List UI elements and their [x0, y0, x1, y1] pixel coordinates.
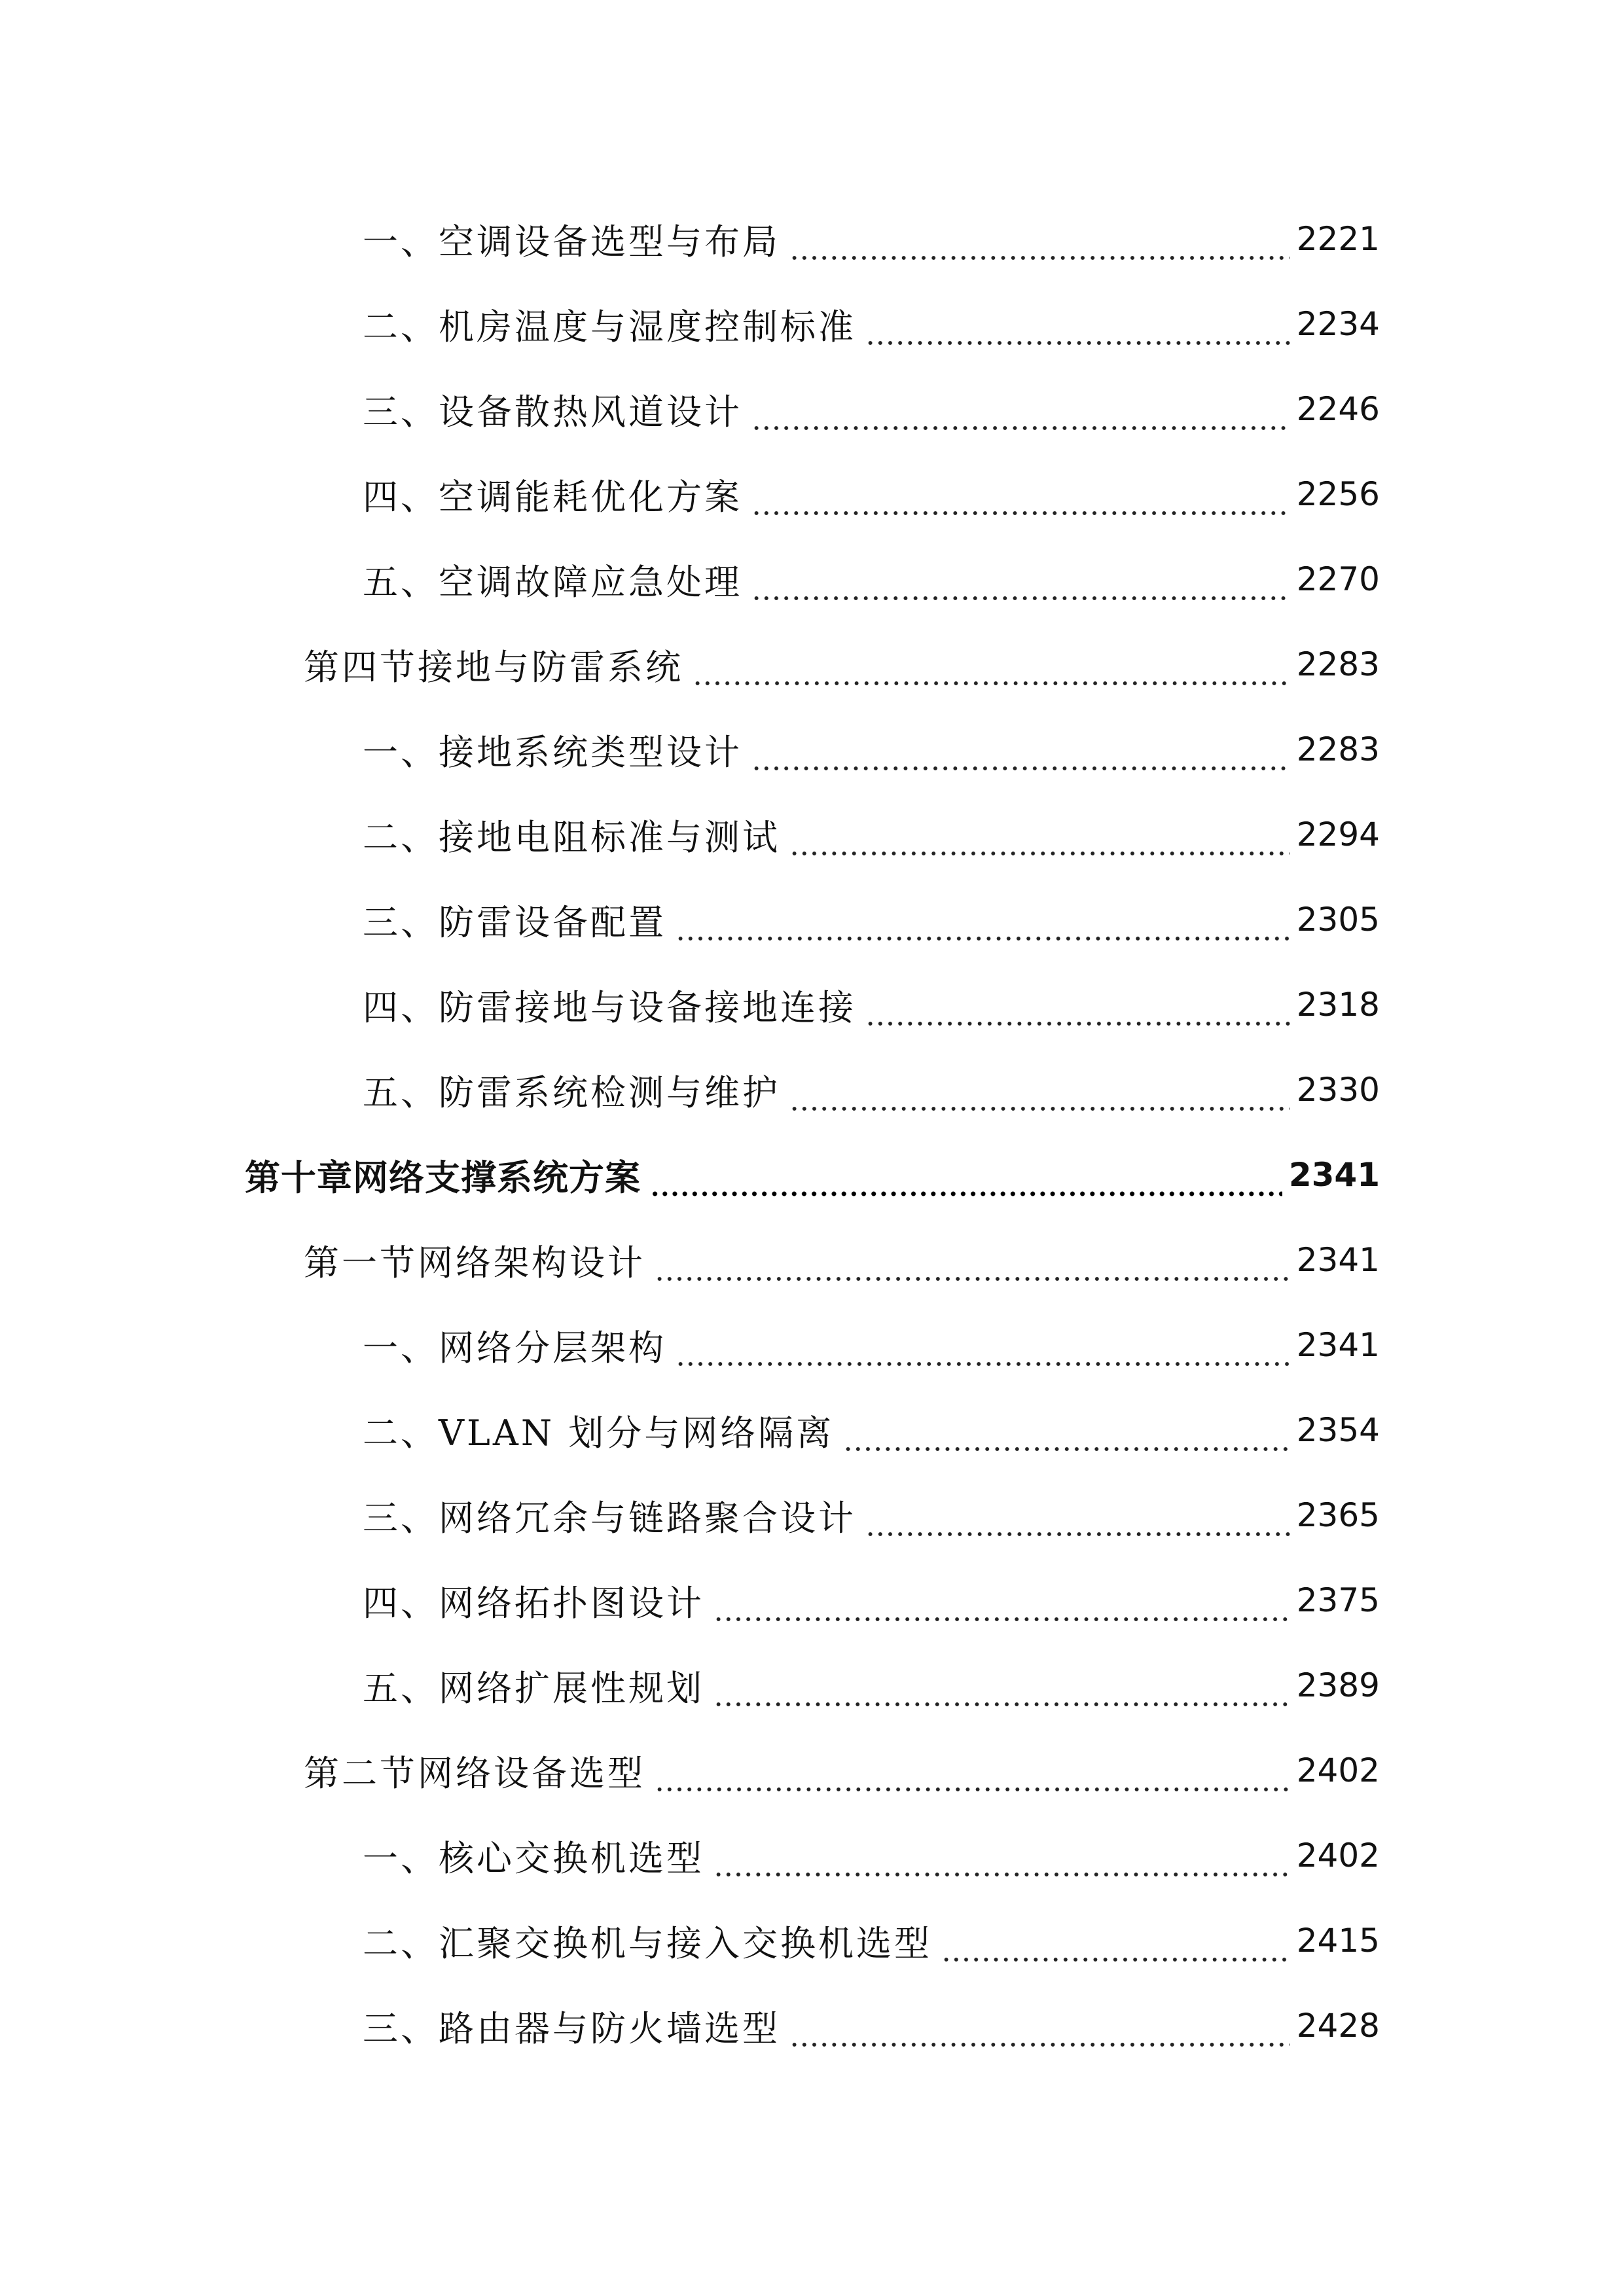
toc-entry-page-number: 2341 [1296, 1241, 1380, 1279]
toc-entry-title: 五、空调故障应急处理 [363, 561, 742, 603]
dot-leader [655, 1247, 1290, 1283]
toc-entry-page-number: 2365 [1296, 1496, 1380, 1534]
toc-entry-page-number: 2330 [1296, 1071, 1380, 1109]
dot-leader [676, 1333, 1290, 1368]
toc-entry-page-number: 2341 [1288, 1156, 1380, 1194]
toc-entry[interactable] [0, 1302, 1624, 1388]
dot-leader [713, 1673, 1290, 1708]
toc-entry-title: 三、防雷设备配置 [363, 901, 666, 943]
toc-entry-page-number: 2389 [1296, 1666, 1380, 1704]
toc-entry[interactable] [0, 962, 1624, 1047]
toc-entry-title: 一、接地系统类型设计 [363, 731, 742, 773]
toc-entry[interactable] [0, 537, 1624, 622]
toc-entry-title: 第四节接地与防雷系统 [304, 646, 683, 688]
toc-entry-title: 三、路由器与防火墙选型 [363, 2007, 780, 2049]
toc-entry[interactable] [0, 792, 1624, 877]
toc-entry-page-number: 2256 [1296, 475, 1380, 513]
toc-entry[interactable] [0, 1898, 1624, 1983]
toc-entry-page-number: 2294 [1296, 816, 1380, 853]
toc-entry[interactable] [0, 1388, 1624, 1473]
dot-leader [693, 652, 1290, 687]
toc-entry-title: 二、VLAN 划分与网络隔离 [363, 1412, 835, 1454]
toc-entry[interactable] [0, 1643, 1624, 1728]
dot-leader [751, 567, 1290, 602]
toc-entry[interactable] [0, 707, 1624, 792]
toc-entry-page-number: 2318 [1296, 986, 1380, 1024]
toc-entry-title: 二、汇聚交换机与接入交换机选型 [363, 1922, 932, 1964]
toc-entry-page-number: 2246 [1296, 390, 1380, 428]
toc-entry[interactable] [0, 1728, 1624, 1813]
toc-entry-page-number: 2428 [1296, 2007, 1380, 2045]
toc-entry[interactable] [0, 1132, 1624, 1217]
toc-entry-title: 三、设备散热风道设计 [363, 391, 742, 433]
toc-entry-title: 四、防雷接地与设备接地连接 [363, 986, 856, 1028]
toc-entry-page-number: 2234 [1296, 305, 1380, 343]
dot-leader [655, 1758, 1290, 1793]
dot-leader [865, 992, 1290, 1028]
toc-entry-title: 五、防雷系统检测与维护 [363, 1071, 780, 1113]
toc-entry[interactable] [0, 877, 1624, 962]
toc-entry-page-number: 2402 [1296, 1751, 1380, 1789]
dot-leader [941, 1928, 1290, 1964]
toc-entry-title: 三、网络冗余与链路聚合设计 [363, 1497, 856, 1539]
toc-entry-page-number: 2270 [1296, 560, 1380, 598]
toc-entry-title: 一、网络分层架构 [363, 1327, 666, 1369]
dot-leader [751, 482, 1290, 517]
toc-entry[interactable] [0, 367, 1624, 452]
table-of-contents [0, 196, 1624, 2068]
toc-entry-title: 二、接地电阻标准与测试 [363, 816, 780, 858]
dot-leader [789, 822, 1290, 857]
toc-entry[interactable] [0, 1217, 1624, 1302]
dot-leader [789, 1077, 1290, 1113]
toc-entry-title: 四、网络拓扑图设计 [363, 1582, 704, 1624]
dot-leader [713, 1588, 1290, 1623]
dot-leader [713, 1843, 1290, 1878]
toc-entry-page-number: 2283 [1296, 730, 1380, 768]
toc-entry-page-number: 2305 [1296, 901, 1380, 939]
toc-entry-title: 第二节网络设备选型 [304, 1752, 645, 1794]
toc-entry[interactable] [0, 281, 1624, 367]
toc-entry-title: 五、网络扩展性规划 [363, 1667, 704, 1709]
toc-entry[interactable] [0, 1047, 1624, 1132]
toc-entry-page-number: 2354 [1296, 1411, 1380, 1449]
toc-entry-title: 第十章网络支撑系统方案 [245, 1157, 641, 1198]
toc-entry-page-number: 2415 [1296, 1922, 1380, 1960]
toc-entry[interactable] [0, 1473, 1624, 1558]
toc-entry[interactable] [0, 1813, 1624, 1898]
dot-leader [865, 1503, 1290, 1538]
toc-entry[interactable] [0, 196, 1624, 281]
toc-entry[interactable] [0, 1983, 1624, 2068]
toc-entry-title: 二、机房温度与湿度控制标准 [363, 306, 856, 348]
toc-entry-page-number: 2375 [1296, 1581, 1380, 1619]
dot-leader [865, 312, 1290, 347]
toc-entry-title: 一、空调设备选型与布局 [363, 221, 780, 262]
toc-entry-page-number: 2221 [1296, 220, 1380, 258]
toc-entry[interactable] [0, 452, 1624, 537]
toc-entry[interactable] [0, 1558, 1624, 1643]
dot-leader [789, 226, 1290, 262]
dot-leader [843, 1418, 1290, 1453]
toc-entry-title: 四、空调能耗优化方案 [363, 476, 742, 518]
dot-leader [751, 737, 1290, 772]
toc-entry-page-number: 2283 [1296, 645, 1380, 683]
dot-leader [650, 1162, 1282, 1198]
toc-entry-title: 一、核心交换机选型 [363, 1837, 704, 1879]
dot-leader [751, 397, 1290, 432]
dot-leader [789, 2013, 1290, 2049]
dot-leader [676, 907, 1290, 942]
toc-entry-page-number: 2402 [1296, 1837, 1380, 1874]
toc-entry[interactable] [0, 622, 1624, 707]
toc-entry-title: 第一节网络架构设计 [304, 1242, 645, 1283]
toc-entry-page-number: 2341 [1296, 1326, 1380, 1364]
